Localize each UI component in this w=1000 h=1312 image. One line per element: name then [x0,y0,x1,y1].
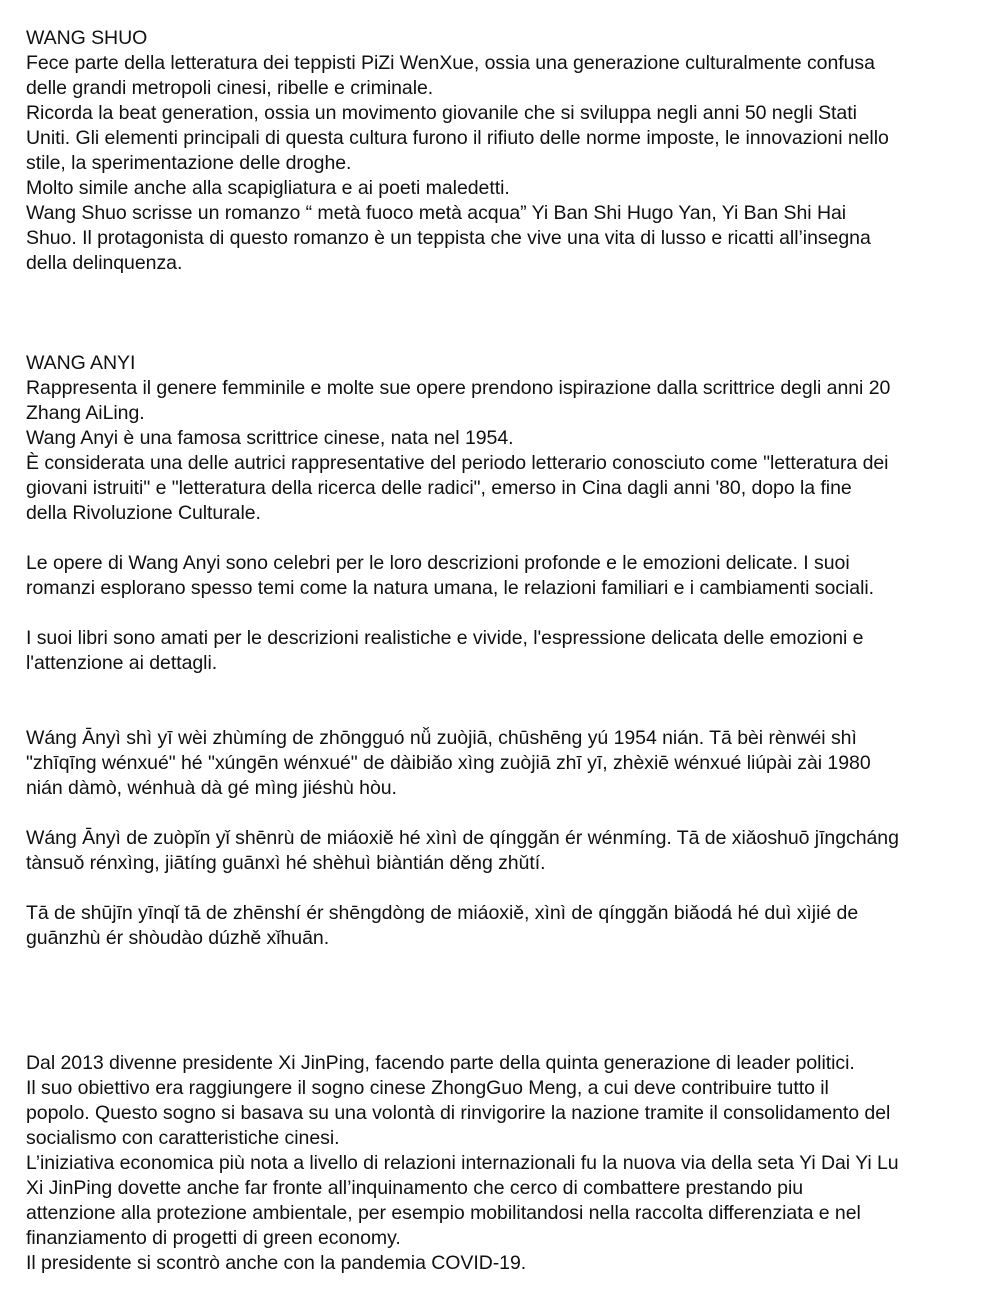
paragraph-line: romanzi esplorano spesso temi come la natura umana, le relazioni familiari e i cambiamenti sociali. [26,577,875,599]
paragraph-line: socialismo con caratteristiche cinesi. [26,1127,340,1149]
pinyin-line: Wáng Ānyì shì yī wèi zhùmíng de zhōngguó nǚ zuòjiā, chūshēng yú 1954 nián. Tā bèi rènwéi shì [26,727,857,749]
section-xi-jinping [26,1051,976,1276]
pinyin-line: Tā de shūjīn yīnqǐ tā de zhēnshí ér shēngdòng de miáoxiě, xìnì de qínggǎn biǎodá hé duì xìjié de [26,902,859,924]
paragraph-line: Le opere di Wang Anyi sono celebri per le loro descrizioni profonde e le emozioni delicate. I suoi [26,552,850,574]
blank-line [26,301,976,326]
blank-line [26,326,976,351]
paragraph-line: popolo. Questo sogno si basava su una volontà di rinvigorire la nazione tramite il consolidamento del [26,1102,891,1124]
section-heading: WANG SHUO [26,27,148,49]
blank-line [26,976,976,1001]
document-page [26,26,976,1276]
paragraph-line: Uniti. Gli elementi principali di questa cultura furono il rifiuto delle norme imposte, le innovazioni nello [26,127,889,149]
paragraph-line: L’iniziativa economica più nota a livello di relazioni internazionali fu la nuova via della seta Yi Dai Yi Lu [26,1152,899,1174]
paragraph-line: giovani istruiti" e "letteratura della ricerca delle radici", emerso in Cina dagli anni '80, dopo la fine [26,477,852,499]
pinyin-line: guānzhù ér shòudào dúzhě xǐhuān. [26,927,330,949]
section-wang-shuo [26,26,976,276]
paragraph-line: attenzione alla protezione ambientale, per esempio mobilitandosi nella raccolta differenziata e nel [26,1202,861,1224]
section-wang-anyi [26,351,976,951]
blank-line [26,876,976,901]
paragraph-line: I suoi libri sono amati per le descrizioni realistiche e vivide, l'espressione delicata delle emozioni e [26,627,864,649]
pinyin-line: nián dàmò, wénhuà dà gé mìng jiéshù hòu. [26,777,397,799]
paragraph-line: Il presidente si scontrò anche con la pandemia COVID-19. [26,1252,527,1274]
section-heading: WANG ANYI [26,352,136,374]
paragraph-line: Wang Anyi è una famosa scrittrice cinese, nata nel 1954. [26,427,514,449]
paragraph-line: Shuo. Il protagonista di questo romanzo è un teppista che vive una vita di lusso e ricatti all’insegna [26,227,871,249]
paragraph-line: Fece parte della letteratura dei teppisti PiZi WenXue, ossia una generazione culturalmente confusa [26,52,875,74]
paragraph-line: Wang Shuo scrisse un romanzo “ metà fuoco metà acqua” Yi Ban Shi Hugo Yan, Yi Ban Shi Hai [26,202,847,224]
blank-line [26,1001,976,1026]
paragraph-line: Rappresenta il genere femminile e molte sue opere prendono ispirazione dalla scrittrice degli anni 20 [26,377,891,399]
paragraph-line: Xi JinPing dovette anche far fronte all’inquinamento che cerco di combattere prestando piu [26,1177,804,1199]
paragraph-line: finanziamento di progetti di green economy. [26,1227,401,1249]
paragraph-line: stile, la sperimentazione delle droghe. [26,152,352,174]
paragraph-line: Dal 2013 divenne presidente Xi JinPing, facendo parte della quinta generazione di leader politici. [26,1052,855,1074]
paragraph-line: della delinquenza. [26,252,183,274]
paragraph-line: della Rivoluzione Culturale. [26,502,261,524]
paragraph-line: delle grandi metropoli cinesi, ribelle e criminale. [26,77,434,99]
blank-line [26,276,976,301]
pinyin-line: "zhīqīng wénxué" hé "xúngēn wénxué" de dàibiǎo xìng zuòjiā zhī yī, zhèxiē wénxué liúpài zài 1980 [26,752,871,774]
blank-line [26,701,976,726]
paragraph-line: È considerata una delle autrici rappresentative del periodo letterario conosciuto come "letteratura dei [26,452,889,474]
blank-line [26,526,976,551]
blank-line [26,801,976,826]
blank-line [26,1026,976,1051]
blank-line [26,676,976,701]
pinyin-line: Wáng Ānyì de zuòpǐn yǐ shēnrù de miáoxiě hé xìnì de qínggǎn ér wénmíng. Tā de xiǎoshuō jīngcháng [26,827,899,849]
paragraph-line: l'attenzione ai dettagli. [26,652,218,674]
paragraph-line: Il suo obiettivo era raggiungere il sogno cinese ZhongGuo Meng, a cui deve contribuire tutto il [26,1077,829,1099]
blank-line [26,601,976,626]
pinyin-line: tànsuǒ rénxìng, jiātíng guānxì hé shèhuì biàntián děng zhǔtí. [26,852,546,874]
blank-line [26,951,976,976]
paragraph-line: Ricorda la beat generation, ossia un movimento giovanile che si sviluppa negli anni 50 negli Stati [26,102,857,124]
paragraph-line: Zhang AiLing. [26,402,145,424]
paragraph-line: Molto simile anche alla scapigliatura e ai poeti maledetti. [26,177,510,199]
